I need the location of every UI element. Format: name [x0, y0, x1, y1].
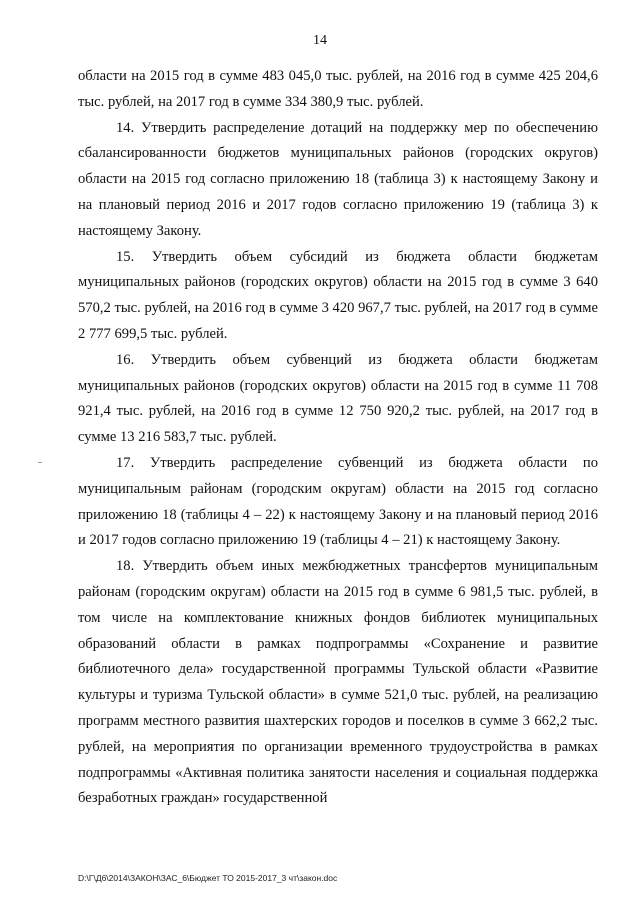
paragraph-15: 15. Утвердить объем субсидий из бюджета области бюджетам муниципальных районов (городских округов) области на 2015 год в сумме 3 640 570,2 тыс. рублей, на 2016 год в сумме 3 420 967,7 тыс. рублей, на 2017 год в сумме 2 777 699,5 тыс. рублей. [78, 248, 598, 342]
paragraph-17: 17. Утвердить распределение субвенций из бюджета области по муниципальным районам (городским округам) области на 2015 год согласно приложению 18 (таблицы 4 – 22) к настоящему Закону и на плановый период 2016 и 2017 годов согласно приложению 19 (таблицы 4 – 21) к настоящему Закону. [78, 454, 598, 549]
paragraph-continuation: области на 2015 год в сумме 483 045,0 тыс. рублей, на 2016 год в сумме 425 204,6 тыс. рублей, на 2017 год в сумме 334 380,9 тыс. рублей. [78, 68, 598, 110]
paragraph-18: 18. Утвердить объем иных межбюджетных трансфертов муниципальным районам (городским округам) области на 2015 год в сумме 6 981,5 тыс. рублей, в том числе на комплектование книжных фондов библиотек муниципальных образований области в рамках подпрограммы «Сохранение и развитие библиотечного дела» государственной программы Тульской области «Развитие культуры и туризма Тульской области» в сумме 521,0 тыс. рублей, на реализацию программ местного развития шахтерских городов и поселков в сумме 3 662,2 тыс. рублей, на мероприятия по организации временного трудоустройства в рамках подпрограммы «Активная политика занятости населения и социальная поддержка безработных граждан» государственной [78, 558, 598, 807]
document-body [78, 64, 598, 812]
page-number: 14 [313, 33, 327, 48]
paragraph-16: 16. Утвердить объем субвенций из бюджета области бюджетам муниципальных районов (городских округов) области на 2015 год в сумме 11 708 921,4 тыс. рублей, на 2016 год в сумме 12 750 920,2 тыс. рублей, на 2017 год в сумме 13 216 583,7 тыс. рублей. [78, 351, 598, 446]
paragraph-14: 14. Утвердить распределение дотаций на поддержку мер по обеспечению сбалансированности бюджетов муниципальных районов (городских округов) области на 2015 год согласно приложению 18 (таблица 3) к настоящему Закону и на плановый период 2016 и 2017 годов согласно приложению 19 (таблица 3) к настоящему Закону. [78, 119, 598, 239]
margin-mark [38, 462, 42, 463]
footer-file-path: D:\Г\Д6\2014\ЗАКОН\ЗАС_6\Бюджет ТО 2015-2017_3 чт\закон.doc [78, 873, 338, 883]
